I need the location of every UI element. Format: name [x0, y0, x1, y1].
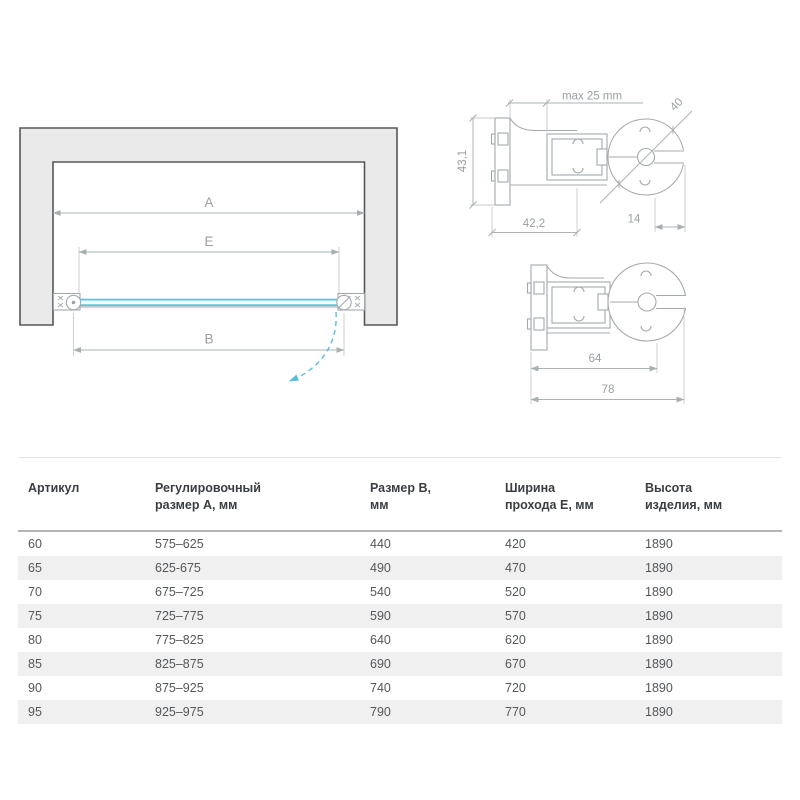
header-cell-size-b	[370, 480, 505, 514]
table-cell: 490	[370, 561, 391, 575]
table-cell: 65	[28, 561, 42, 575]
table-cell: 420	[505, 537, 526, 551]
plan-view-drawing	[20, 128, 397, 382]
table-cell: 70	[28, 585, 42, 599]
table-cell: 520	[505, 585, 526, 599]
door-swing-arc	[293, 312, 336, 380]
detail-profile-open	[457, 91, 692, 238]
table-cell: 470	[505, 561, 526, 575]
table-cell: 775–825	[155, 633, 204, 647]
header-line: Артикул	[28, 481, 80, 495]
table-row	[18, 580, 782, 604]
bracket-tooth	[492, 171, 496, 181]
table-cell: 670	[505, 657, 526, 671]
left-hinge-pin	[72, 301, 75, 304]
dim-total-label: 78	[601, 384, 615, 396]
header-line: размер A, мм	[155, 498, 238, 512]
table-cell: 85	[28, 657, 42, 671]
dim-offset-label: 14	[627, 213, 641, 226]
dim-inner-label: 64	[588, 353, 602, 365]
table-cell: 640	[370, 633, 391, 647]
wall-bracket	[531, 265, 547, 350]
table-row	[18, 652, 782, 676]
header-cell-width-e	[505, 480, 645, 514]
table-cell: 60	[28, 537, 42, 551]
header-line: мм	[370, 498, 389, 512]
bracket-tooth	[528, 319, 532, 329]
table-cell: 925–975	[155, 705, 204, 719]
table-row	[18, 532, 782, 556]
table-cell: 1890	[645, 537, 673, 551]
table-cell: 570	[505, 609, 526, 623]
profile-flange	[547, 266, 604, 278]
header-line: Высота	[645, 481, 693, 495]
table-cell: 75	[28, 609, 42, 623]
table-cell: 770	[505, 705, 526, 719]
spec-table	[18, 457, 782, 724]
header-line: изделия, мм	[645, 498, 723, 512]
dim-diameter-label: 40	[668, 96, 686, 114]
header-cell-size-a	[155, 480, 370, 514]
dim-max25-label: max 25 mm	[562, 90, 623, 103]
table-cell: 1890	[645, 705, 673, 719]
table-cell: 725–775	[155, 609, 204, 623]
pivot-pin	[638, 293, 656, 311]
table-row	[18, 604, 782, 628]
table-cell: 740	[370, 681, 391, 695]
glass-clamp	[597, 149, 607, 165]
table-cell: 1890	[645, 609, 673, 623]
table-cell: 540	[370, 585, 391, 599]
table-body	[18, 532, 782, 724]
table-cell: 625-675	[155, 561, 201, 575]
bracket-tooth	[492, 134, 496, 144]
table-row	[18, 628, 782, 652]
table-cell: 590	[370, 609, 391, 623]
bracket-tooth	[528, 283, 532, 293]
table-cell: 575–625	[155, 537, 204, 551]
dim-height-label: 43,1	[457, 149, 469, 173]
table-cell: 690	[370, 657, 391, 671]
dim-a-label: A	[204, 195, 214, 210]
detail-profile-closed	[528, 263, 690, 404]
wall-bracket	[495, 118, 510, 205]
dim-b-label: B	[204, 331, 214, 347]
header-line: прохода E, мм	[505, 498, 594, 512]
table-cell: 825–875	[155, 657, 204, 671]
table-cell: 1890	[645, 633, 673, 647]
glass-panel	[80, 300, 338, 306]
table-cell: 720	[505, 681, 526, 695]
table-cell: 1890	[645, 561, 673, 575]
header-cell-height	[645, 480, 782, 514]
table-cell: 675–725	[155, 585, 204, 599]
profile-flange	[510, 118, 577, 131]
table-cell: 875–925	[155, 681, 204, 695]
table-cell: 95	[28, 705, 42, 719]
table-header-row	[18, 458, 782, 532]
table-cell: 1890	[645, 657, 673, 671]
table-cell: 790	[370, 705, 391, 719]
table-cell: 90	[28, 681, 42, 695]
header-line: Регулировочный	[155, 481, 261, 495]
header-cell-article	[28, 480, 155, 514]
slot-opening	[679, 296, 689, 308]
table-cell: 1890	[645, 585, 673, 599]
door-swing-arrowhead	[289, 375, 299, 382]
table-row	[18, 556, 782, 580]
table-row	[18, 676, 782, 700]
header-line: Размер B,	[370, 481, 431, 495]
table-cell: 80	[28, 633, 42, 647]
table-row	[18, 700, 782, 724]
dim-e-label: E	[204, 234, 214, 249]
table-cell: 620	[505, 633, 526, 647]
header-line: Ширина	[505, 481, 556, 495]
dim-depth-label: 42,2	[522, 218, 546, 230]
glass-clamp	[598, 294, 608, 310]
table-cell: 1890	[645, 681, 673, 695]
table-cell: 440	[370, 537, 391, 551]
slot-opening	[676, 150, 686, 164]
